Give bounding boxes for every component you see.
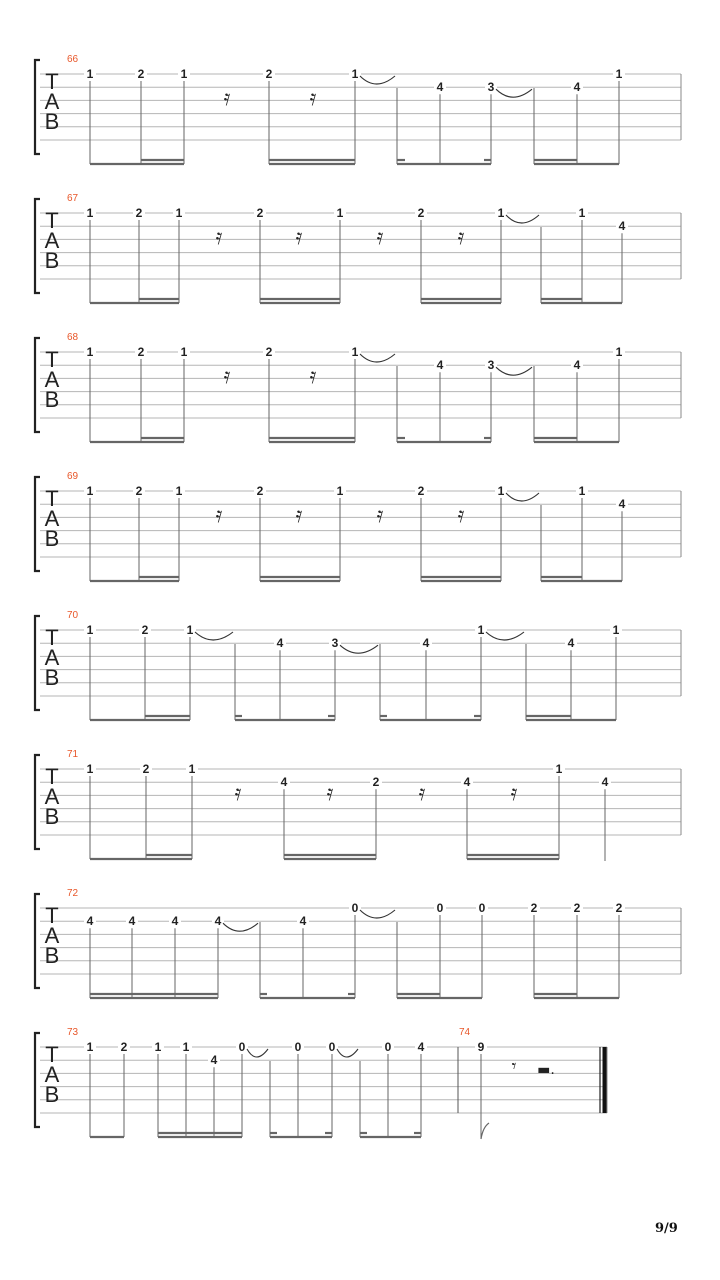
measure-number: 71: [67, 749, 79, 760]
system-bracket: [35, 477, 40, 571]
tab-system: [35, 1027, 607, 1139]
fret-number: 1: [497, 206, 505, 220]
sixteenth-rest: 𝄿: [295, 503, 303, 528]
tab-clef-letter: T: [45, 347, 59, 372]
fret-number: 2: [141, 623, 149, 637]
tab-system: [35, 888, 681, 998]
tab-clef-letter: T: [45, 903, 59, 928]
fret-number: 1: [180, 345, 188, 359]
measure-number: 66: [67, 54, 79, 65]
fret-number: 2: [417, 484, 425, 498]
fret-number: 2: [135, 484, 143, 498]
fret-number: 1: [186, 623, 194, 637]
tab-clef-letter: T: [45, 69, 59, 94]
fret-number: 0: [238, 1040, 246, 1054]
fret-number: 4: [276, 636, 284, 651]
tab-clef-letter: T: [45, 208, 59, 233]
tab-system: [35, 332, 681, 442]
fret-number: 0: [294, 1040, 302, 1054]
sixteenth-rest: 𝄿: [234, 781, 242, 806]
sixteenth-rest: 𝄿: [215, 503, 223, 528]
system-bracket: [35, 60, 40, 154]
system-bracket: [35, 755, 40, 849]
fret-number: 0: [328, 1040, 336, 1054]
fret-number: 4: [86, 914, 94, 929]
tab-clef-letter: A: [44, 367, 60, 392]
fret-number: 4: [618, 219, 626, 234]
tab-clef-letter: B: [44, 943, 60, 968]
fret-number: 0: [351, 901, 359, 915]
fret-number: 1: [336, 484, 344, 498]
sixteenth-rest: 𝄿: [510, 781, 518, 806]
sixteenth-rest: 𝄿: [223, 86, 231, 111]
tab-clef-letter: B: [44, 804, 60, 829]
tab-clef-letter: T: [45, 625, 59, 650]
tab-clef-letter: B: [44, 526, 60, 551]
fret-number: 1: [86, 762, 94, 776]
fret-number: 2: [530, 901, 538, 915]
fret-number: 1: [86, 484, 94, 498]
fret-number: 4: [128, 914, 136, 929]
fret-number: 1: [477, 623, 485, 637]
tie-arc: [360, 76, 395, 84]
measure-number: 69: [67, 471, 79, 482]
fret-number: 2: [615, 901, 623, 915]
fret-number: 1: [188, 762, 196, 776]
tab-clef-letter: B: [44, 665, 60, 690]
fret-number: 4: [436, 358, 444, 373]
tab-system: [35, 193, 681, 303]
fret-number: 4: [601, 775, 609, 790]
tab-system: [35, 54, 681, 164]
tab-clef-letter: T: [45, 486, 59, 511]
tab-clef-letter: A: [44, 645, 60, 670]
tab-clef-letter: B: [44, 387, 60, 412]
sixteenth-rest: 𝄿: [457, 503, 465, 528]
fret-number: 3: [331, 636, 339, 651]
fret-number: 1: [154, 1040, 162, 1054]
tab-clef-letter: A: [44, 228, 60, 253]
fret-number: 2: [256, 484, 264, 498]
fret-number: 2: [137, 345, 145, 359]
tie-arc: [496, 367, 532, 375]
sixteenth-rest: 𝄿: [376, 225, 384, 250]
fret-number: 1: [497, 484, 505, 498]
fret-number: 9: [477, 1040, 485, 1054]
sixteenth-rest: 𝄿: [215, 225, 223, 250]
tie-arc: [247, 1049, 268, 1057]
system-bracket: [35, 1033, 40, 1127]
fret-number: 4: [573, 80, 581, 95]
fret-number: 0: [384, 1040, 392, 1054]
fret-number: 1: [86, 623, 94, 637]
fret-number: 4: [171, 914, 179, 929]
system-bracket: [35, 616, 40, 710]
system-bracket: [35, 894, 40, 988]
fret-number: 1: [175, 484, 183, 498]
measure-number: 74: [459, 1027, 471, 1038]
fret-number: 1: [351, 67, 359, 81]
fret-number: 1: [336, 206, 344, 220]
sixteenth-rest: 𝄿: [376, 503, 384, 528]
sixteenth-rest: 𝄿: [223, 364, 231, 389]
half-rest: ▬.: [537, 1062, 555, 1078]
fret-number: 4: [210, 1053, 218, 1068]
fret-number: 4: [618, 497, 626, 512]
fret-number: 1: [86, 67, 94, 81]
sixteenth-rest: 𝄿: [326, 781, 334, 806]
tie-arc: [506, 493, 539, 501]
fret-number: 1: [555, 762, 563, 776]
fret-number: 3: [487, 80, 495, 95]
fret-number: 4: [436, 80, 444, 95]
fret-number: 4: [280, 775, 288, 790]
tie-arc: [195, 632, 233, 640]
tab-clef-letter: B: [44, 1082, 60, 1107]
tie-arc: [486, 632, 524, 640]
fret-number: 4: [567, 636, 575, 651]
fret-number: 2: [265, 67, 273, 81]
tab-system: [35, 471, 681, 581]
tie-arc: [340, 645, 378, 653]
fret-number: 1: [578, 206, 586, 220]
fret-number: 0: [436, 901, 444, 915]
tab-system: [35, 749, 681, 861]
sixteenth-rest: 𝄿: [418, 781, 426, 806]
fret-number: 2: [137, 67, 145, 81]
fret-number: 2: [573, 901, 581, 915]
fret-number: 4: [422, 636, 430, 651]
sixteenth-rest: 𝄿: [295, 225, 303, 250]
tab-clef-letter: B: [44, 248, 60, 273]
fret-number: 1: [86, 1040, 94, 1054]
sixteenth-rest: 𝄿: [457, 225, 465, 250]
tab-clef-letter: A: [44, 89, 60, 114]
fret-number: 2: [265, 345, 273, 359]
fret-number: 2: [372, 775, 380, 790]
measure-number: 68: [67, 332, 79, 343]
fret-number: 4: [463, 775, 471, 790]
tab-system: [35, 610, 681, 720]
tie-arc: [223, 923, 258, 931]
system-bracket: [35, 199, 40, 293]
fret-number: 1: [578, 484, 586, 498]
fret-number: 3: [487, 358, 495, 373]
tab-clef-letter: B: [44, 109, 60, 134]
sixteenth-rest: 𝄿: [309, 364, 317, 389]
tie-arc: [360, 354, 395, 362]
eighth-rest: 𝄾: [511, 1056, 517, 1077]
fret-number: 1: [86, 345, 94, 359]
tab-clef-letter: A: [44, 784, 60, 809]
fret-number: 1: [180, 67, 188, 81]
fret-number: 4: [214, 914, 222, 929]
measure-number: 72: [67, 888, 79, 899]
fret-number: 4: [299, 914, 307, 929]
fret-number: 1: [182, 1040, 190, 1054]
note-flag: [481, 1123, 489, 1139]
fret-number: 2: [256, 206, 264, 220]
fret-number: 2: [120, 1040, 128, 1054]
tab-clef-letter: A: [44, 1062, 60, 1087]
fret-number: 0: [478, 901, 486, 915]
tie-arc: [360, 910, 395, 918]
tab-clef-letter: A: [44, 923, 60, 948]
fret-number: 2: [142, 762, 150, 776]
fret-number: 1: [615, 345, 623, 359]
tab-clef-letter: A: [44, 506, 60, 531]
fret-number: 2: [417, 206, 425, 220]
measure-number: 73: [67, 1027, 79, 1038]
measure-number: 70: [67, 610, 79, 621]
fret-number: 1: [615, 67, 623, 81]
fret-number: 1: [351, 345, 359, 359]
page-number: 9/9: [655, 1221, 678, 1236]
fret-number: 1: [86, 206, 94, 220]
fret-number: 1: [612, 623, 620, 637]
tab-clef-letter: T: [45, 764, 59, 789]
sixteenth-rest: 𝄿: [309, 86, 317, 111]
fret-number: 2: [135, 206, 143, 220]
tab-clef-letter: T: [45, 1042, 59, 1067]
fret-number: 4: [417, 1040, 425, 1054]
tie-arc: [506, 215, 539, 223]
measure-number: 67: [67, 193, 79, 204]
tie-arc: [496, 89, 532, 97]
fret-number: 1: [175, 206, 183, 220]
tie-arc: [337, 1049, 358, 1057]
system-bracket: [35, 338, 40, 432]
fret-number: 4: [573, 358, 581, 373]
